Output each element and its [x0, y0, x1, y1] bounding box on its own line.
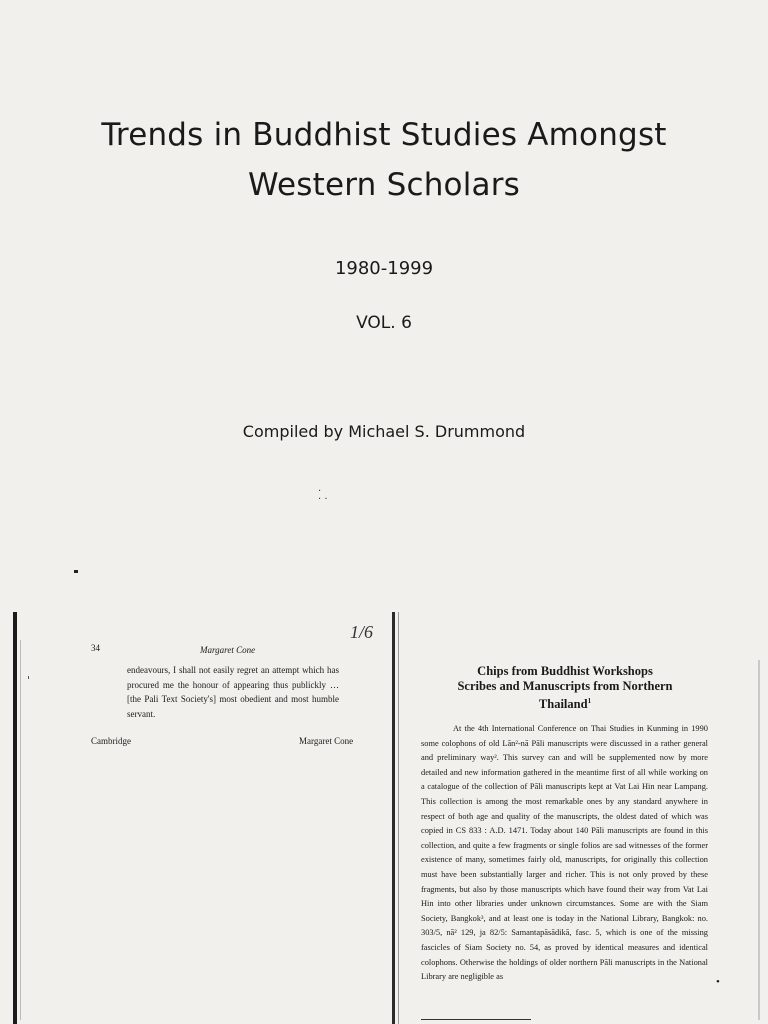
article-body: [421, 722, 708, 985]
cover-title: [0, 110, 768, 210]
scan-mark: •: [716, 976, 720, 988]
cover-volume: VOL. 6: [356, 313, 412, 333]
scan-speck: [74, 570, 78, 573]
footnote-rule: [421, 1019, 531, 1020]
article-title-line-3-text: Thailand: [538, 697, 588, 712]
article-title-line-2: Scribes and Manuscripts from Northern: [457, 679, 673, 693]
handwritten-mark: 1/6: [350, 622, 374, 642]
left-page-paragraph: endeavours, I shall not easily regret an attempt which has procured me the honour of appearing thus publickly … [the Pali Text Society's] most obedient and most humble servant.: [127, 665, 339, 719]
binding-gutter-edge: [398, 612, 399, 1024]
cover-compiler: Compiled by Michael S. Drummond: [242, 422, 526, 441]
article-title-line-1: Chips from Buddhist Workshops: [477, 664, 653, 678]
signoff-signature: Margaret Cone: [299, 736, 354, 746]
binding-shadow-left: [13, 612, 17, 1024]
left-page-number: 34: [91, 643, 100, 653]
left-page-body: [127, 663, 339, 721]
cover-years: 1980-1999: [334, 258, 434, 279]
signoff-place: Cambridge: [91, 736, 131, 746]
binding-gutter: [392, 612, 395, 1024]
binding-edge-left: [20, 640, 21, 1020]
cover-title-line-1: Trends in Buddhist Studies Amongst: [101, 117, 667, 153]
article-title-footnote-marker: 1: [587, 697, 592, 705]
scan-speck-dots: · · ·: [318, 486, 328, 505]
article-title-line-3: [420, 694, 710, 712]
article-paragraph: At the 4th International Conference on Thai Studies in Kunming in 1990 some colophons of old Lān²-nā Pāli manuscripts were discussed in a rather general and preliminary way². This survey can and will be supplemented now by more detailed and new information gathered in the meantime first of all while working on a catalogue of the collection of Pāli manuscripts kept at Vat Lai Hin near Lampang. This collection is among the most remarkable ones by any standard anywhere in respect of both age and quality of the manuscripts, the oldest dated of which was copied in CS 833 : A.D. 1471. Today about 140 Pāli manuscripts are found in this collection, and quite a few fragments or single folios are sad witnesses of the former existence of many, sometimes fairly old, manuscripts, for originally this collection must have been substantially larger and richer. This is not only proved by these fragments, but also by those manuscripts which have found their way from Vat Lai Hin into other libraries under unknown circumstances. Some are with the Siam Society, Bangkok³, and at least one is today in the National Library, Bangkok: no. 303/5, nā² 129, ja 82/5: Samantapāsādikā, fasc. 5, which is one of the missing fascicles of Siam Society no. 54, as proved by identical measures and identical colophons. Otherwise the holdings of older northern Pāli manuscripts in the National Library are negligible as: [421, 724, 708, 982]
article-title: [420, 664, 710, 712]
cover-title-line-2: Western Scholars: [247, 167, 521, 203]
page-edge-right: [758, 660, 760, 1020]
scan-tick: [28, 676, 29, 679]
left-running-head: Margaret Cone: [200, 645, 256, 655]
